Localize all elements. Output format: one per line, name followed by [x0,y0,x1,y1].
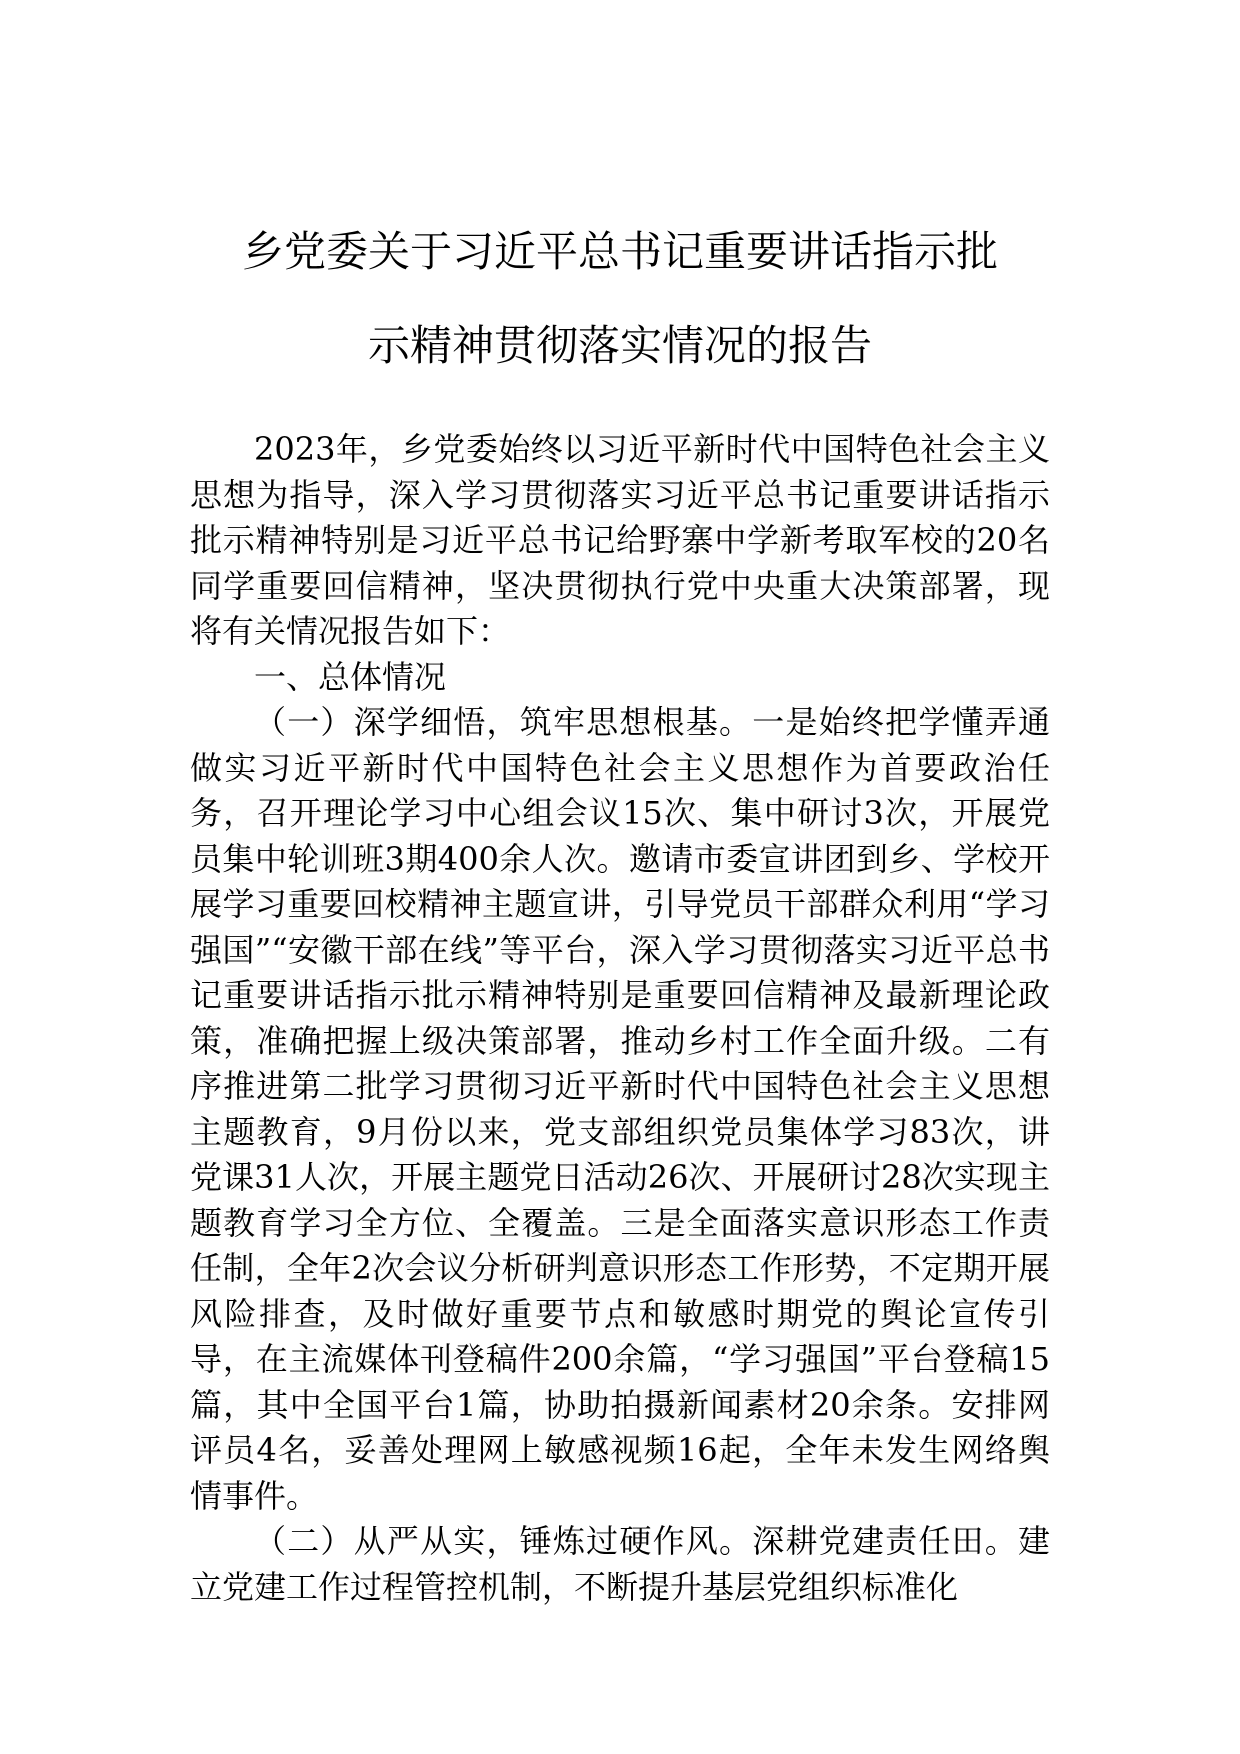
title-line-1: 乡党委关于习近平总书记重要讲话指示批 [241,227,998,276]
intro-paragraph: 2023年，乡党委始终以习近平新时代中国特色社会主义思想为指导，深入学习贯彻落实习近平总书记重要讲话指示批示精神特别是习近平总书记给野寨中学新考取军校的20名同学重要回信精神，坚决贯彻执行党中央重大决策部署，现将有关情况报告如下： [190,430,1050,650]
section-heading-overall: 一、总体情况 [254,657,447,696]
paragraph-study: （一）深学细悟，筑牢思想根基。一是始终把学懂弄通做实习近平新时代中国特色社会主义思想作为首要政治任务，召开理论学习中心组会议15次、集中研讨3次，开展党员集中轮训班3期400余人次。邀请市委宣讲团到乡、学校开展学习重要回校精神主题宣讲，引导党员干部群众利用“学习强国”“安徽干部在线”等平台，深入学习贯彻落实习近平总书记重要讲话指示批示精神特别是重要回信精神及最新理论政策，准确把握上级决策部署，推动乡村工作全面升级。二有序推进第二批学习贯彻习近平新时代中国特色社会主义思想主题教育，9月份以来，党支部组织党员集体学习83次，讲党课31人次，开展主题党日活动26次、开展研讨28次实现主题教育学习全方位、全覆盖。三是全面落实意识形态工作责任制，全年2次会议分析研判意识形态工作形势，不定期开展风险排查，及时做好重要节点和敏感时期党的舆论宣传引导，在主流媒体刊登稿件200余篇，“学习强国”平台登稿15篇，其中全国平台1篇，协助拍摄新闻素材20余条。安排网评员4名，妥善处理网上敏感视频16起，全年未发生网络舆情事件。 [190,703,1050,1515]
document-body [190,427,1050,1610]
paragraph-style: （二）从严从实，锤炼过硬作风。深耕党建责任田。建立党建工作过程管控机制，不断提升基层党组织标准化 [190,1522,1050,1606]
title-line-2: 示精神贯彻落实情况的报告 [367,321,872,370]
document-title [190,205,1050,393]
